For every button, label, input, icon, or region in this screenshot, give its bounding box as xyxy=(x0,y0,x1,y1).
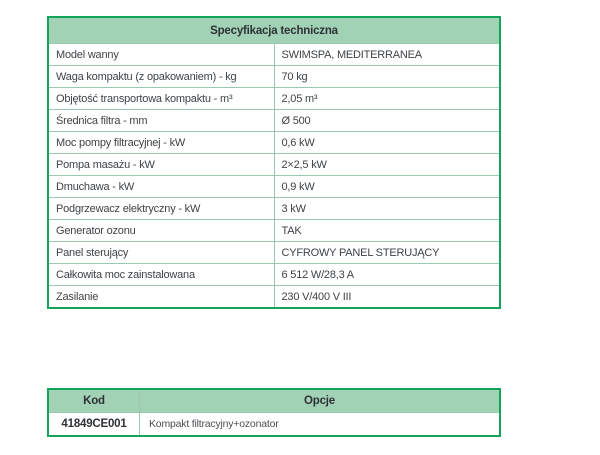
table-row xyxy=(48,220,500,242)
table-row xyxy=(48,286,500,309)
table-row xyxy=(48,44,500,66)
spec-value: 0,9 kW xyxy=(274,176,500,198)
spec-label: Podgrzewacz elektryczny - kW xyxy=(48,198,274,220)
table-row xyxy=(48,154,500,176)
spec-label: Objętość transportowa kompaktu - m³ xyxy=(48,88,274,110)
table-row xyxy=(48,413,500,437)
table-row xyxy=(48,132,500,154)
spec-value: 3 kW xyxy=(274,198,500,220)
option-code: 41849CE001 xyxy=(48,413,140,437)
spec-table-title: Specyfikacja techniczna xyxy=(48,17,500,44)
table-row xyxy=(48,198,500,220)
options-header-options: Opcje xyxy=(140,389,501,413)
spec-label: Pompa masażu - kW xyxy=(48,154,274,176)
spec-label: Generator ozonu xyxy=(48,220,274,242)
spec-value: Ø 500 xyxy=(274,110,500,132)
options-table xyxy=(47,388,501,437)
options-table-header-row xyxy=(48,389,500,413)
spec-label: Model wanny xyxy=(48,44,274,66)
spec-label: Moc pompy filtracyjnej - kW xyxy=(48,132,274,154)
spec-label: Średnica filtra - mm xyxy=(48,110,274,132)
spec-value: SWIMSPA, MEDITERRANEA xyxy=(274,44,500,66)
table-row xyxy=(48,110,500,132)
table-row xyxy=(48,242,500,264)
spec-label: Całkowita moc zainstalowana xyxy=(48,264,274,286)
table-row xyxy=(48,66,500,88)
spec-value: 2,05 m³ xyxy=(274,88,500,110)
spec-value: 230 V/400 V III xyxy=(274,286,500,309)
spec-value: 2×2,5 kW xyxy=(274,154,500,176)
spec-value: TAK xyxy=(274,220,500,242)
spec-label: Panel sterujący xyxy=(48,242,274,264)
spec-table xyxy=(47,16,501,309)
spec-value: 0,6 kW xyxy=(274,132,500,154)
spec-value: 6 512 W/28,3 A xyxy=(274,264,500,286)
spec-label: Waga kompaktu (z opakowaniem) - kg xyxy=(48,66,274,88)
spec-value: CYFROWY PANEL STERUJĄCY xyxy=(274,242,500,264)
spec-table-header-row xyxy=(48,17,500,44)
table-row xyxy=(48,176,500,198)
spec-label: Zasilanie xyxy=(48,286,274,309)
spec-label: Dmuchawa - kW xyxy=(48,176,274,198)
table-row xyxy=(48,264,500,286)
options-header-code: Kod xyxy=(48,389,140,413)
option-description: Kompakt filtracyjny+ozonator xyxy=(140,413,501,437)
spec-value: 70 kg xyxy=(274,66,500,88)
table-row xyxy=(48,88,500,110)
